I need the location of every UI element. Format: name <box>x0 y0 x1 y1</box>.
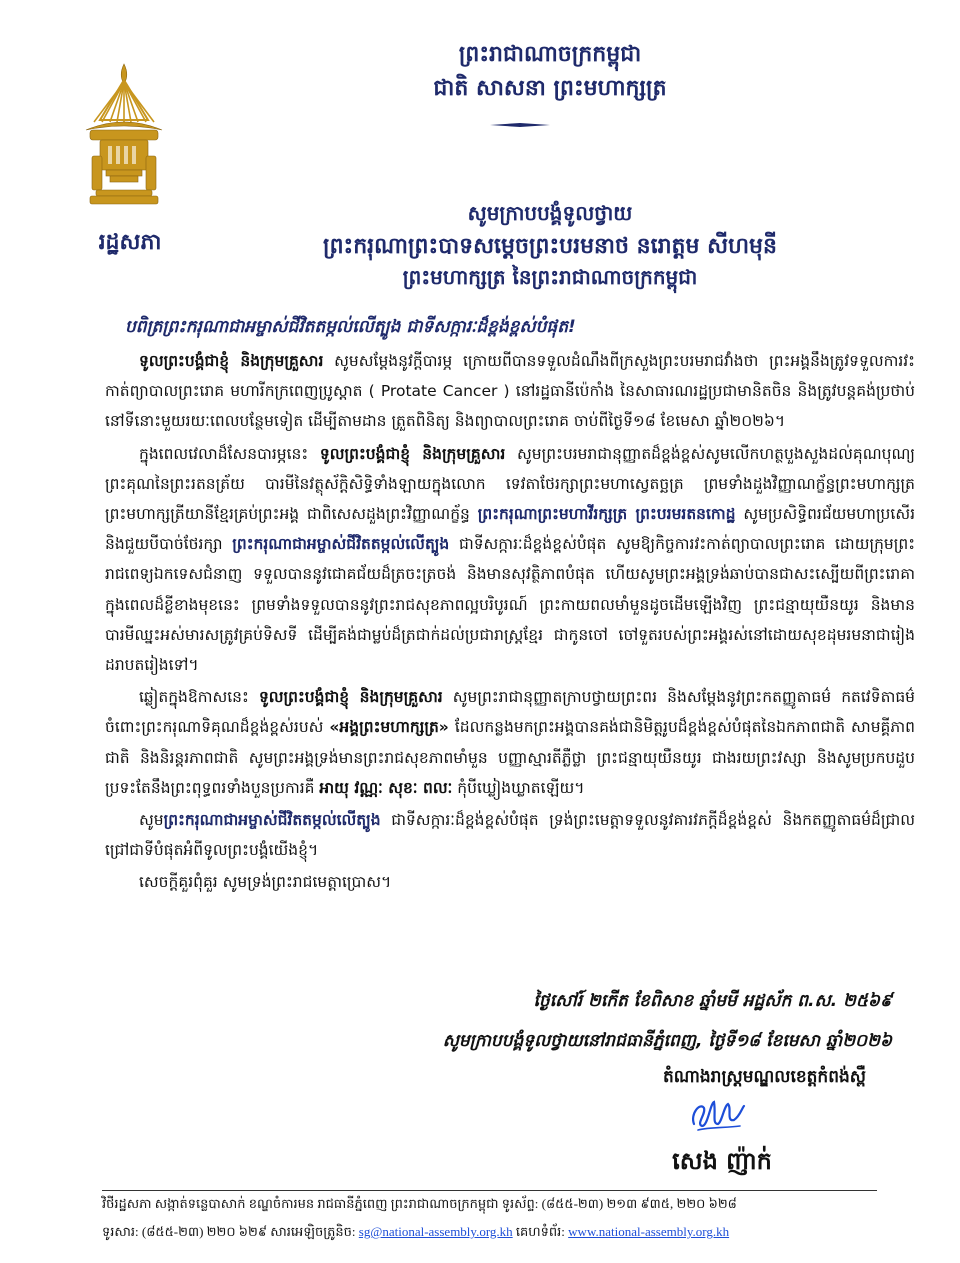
signer-name: សេង ញ៉ាក់ <box>672 1147 772 1175</box>
footer-contact <box>102 1224 882 1243</box>
blessings-phrase: អាយុ វណ្ណៈ សុខៈ ពលៈ <box>319 778 453 797</box>
letter-body <box>105 346 915 900</box>
paragraph-text: សូមព្រះបរមរាជានុញ្ញាតដ៏ខ្ពង់ខ្ពស់សូមលើកហត្ថបួងសួងដល់គុណបុណ្យព្រះគុណនៃព្រះរតនត្រ័យ បារមីនៃវត្ថុស័ក្តិសិទ្ធិទាំងឡាយក្នុងលោក ទេវតាថែរក្សាព្រះមហាស្វេតច្ឆត្រ ព្រមទាំងដួងវិញ្ញាណក្ខ័ន្ធព្រះមហាក្សត្រ ព្រះមហាក្សត្រីយានីខ្មែរគ្រប់ព្រះអង្គ ជាពិសេសដួងព្រះវិញ្ញាណក្ខ័ន្ធ <box>105 444 915 524</box>
ornament-divider <box>490 122 550 128</box>
paragraph-text: ដែលកន្លងមកព្រះអង្គបានគង់ជានិមិត្តរូបដ៏ខ្ពង់ខ្ពស់បំផុតនៃឯកភាពជាតិ សាមគ្គីភាពជាតិ និងនិរន្តរភាពជាតិ សូមព្រះអង្គទ្រង់មានព្រះរាជសុខភាពមាំមួន បញ្ញាស្មារតីភ្លឺថ្លា ព្រះជន្មាយុយឺនយូរ ជាងរយព្រះវស្សា និងសូមប្រកបដួបប្រទះតែនឹងព្រះពុទ្ធពរទាំងបួនប្រការគឺ <box>105 718 915 797</box>
sender-phrase: ទូលព្រះបង្គំជាខ្ញុំ និងក្រុមគ្រួសារ <box>258 688 443 707</box>
lunar-date: ថ្ងៃសៅរ៍ ២កើត ខែពិសាខ ឆ្នាំមមី អដ្ឋស័ក ព.ស. ២៥៦៩ <box>533 991 892 1011</box>
highlight-phrase: ព្រះករុណាព្រះមហាវីរក្សត្រ ព្រះបរមរតនកោដ្ឋ <box>477 505 736 524</box>
signature-icon <box>682 1094 752 1134</box>
footer-divider <box>102 1190 877 1191</box>
highlight-phrase: ព្រះករុណាជាអម្ចាស់ជីវិតតម្កល់លើត្បូង <box>163 811 381 830</box>
paragraph-text: ជាទីសក្ការៈដ៏ខ្ពង់ខ្ពស់បំផុត សូមឱ្យកិច្ចការវះកាត់ព្យាបាលព្រះរោគ ដោយក្រុមព្រះរាជពេទ្យឯកទេសជំនាញ ទទួលបាននូវជោគជ័យដ៏ត្រចះត្រចង់ និងមានសុវត្ថិភាពបំផុត ហើយសូមព្រះអង្គទ្រង់ឆាប់បានជាសះស្បើយពីព្រះរោគា ក្នុងពេលដ៏ខ្លីខាងមុខនេះ ព្រមទាំងទទួលបាននូវព្រះរាជសុខភាពល្អបរិបូរណ៍ ព្រះកាយពលមាំមួនដូចដើមឡើងវិញ ព្រះជន្មាយុយឺនយូរ និងមានបារមីឈ្នះអស់មារសត្រូវគ្រប់ទិសទី ដើម្បីគង់ជាម្លប់ដ៏ត្រជាក់ដល់ប្រជារាស្ត្រខ្មែរ ជាកូនចៅ ចៅទួតរបស់ព្រះអង្គរស់នៅដោយសុខដុមរមនាជារៀងដរាបតរៀងទៅ។ <box>105 535 916 675</box>
paragraph-3 <box>105 682 915 803</box>
signer-office: តំណាងរាស្ត្រមណ្ឌលខេត្តកំពង់ស្ពឺ <box>662 1067 866 1087</box>
salutation-line-1: សូមក្រាបបង្គំទូលថ្វាយ <box>467 201 633 225</box>
paragraph-text: ជាទីសក្ការៈដ៏ខ្ពង់ខ្ពស់បំផុត ទ្រង់ព្រះមេត្តាទទួលនូវគារវភក្តីដ៏ខ្ពង់ខ្ពស់ និងកតញ្ញូតាធម៌ដ៏ជ្រាលជ្រៅជាទីបំផុតអំពីទូលព្រះបង្គំយើងខ្ញុំ។ <box>105 811 915 860</box>
paragraph-5: សេចក្តីគួរពុំគួរ សូមទ្រង់ព្រះរាជមេត្តាប្រោស។ <box>139 873 392 892</box>
paragraph-text: សូមប្រសិទ្ធិពរជ័យមហាប្រសើរនិងជួយបីបាច់ថែរក្សា <box>105 505 915 554</box>
letter-subject: បពិត្រព្រះករុណាជាអម្ចាស់ជីវិតតម្កល់លើត្បូង ជាទីសក្ការៈដ៏ខ្ពង់ខ្ពស់បំផុត! <box>125 317 576 337</box>
paragraph-4 <box>105 805 915 865</box>
paragraph-text: កុំបីឃ្លៀងឃ្លាតឡើយ។ <box>452 778 585 797</box>
highlight-phrase: «អង្គព្រះមហាក្សត្រ» <box>329 718 449 737</box>
footer-fax: ទូរសារ: (៨៥៥-២៣) ២២០ ៦២៩ សារអេឡិចត្រូនិច: <box>102 1224 356 1239</box>
paragraph-text: សូមសម្តែងនូវក្តីបារម្ភ ក្រោយពីបានទទួលដំណឹងពីក្រសួងព្រះបរមរាជវាំងថា ព្រះអង្គនឹងត្រូវទទួលការវះកាត់ព្យាបាលព្រះរោគ មហារីកក្រពេញប្រូស្តាត ( Protate Cancer ) នៅរដ្ឋធានីប៉េកាំង នៃសាធារណរដ្ឋប្រជាមានិតចិន និងត្រូវបន្តគង់ប្រថាប់នៅទីនោះមួយរយៈពេលបន្ថែមទៀត ដើម្បីតាមដាន ត្រួតពិនិត្យ និងព្យាបាលព្រះរោគ ចាប់ពីថ្ងៃទី១៨ ខែមេសា ឆ្នាំ២០២៦។ <box>105 352 915 431</box>
sender-phrase: ទូលព្រះបង្គំជាខ្ញុំ និងក្រុមគ្រួសារ <box>319 444 506 463</box>
paragraph-text: ឆ្លៀតក្នុងឱកាសនេះ <box>139 688 259 707</box>
highlight-phrase: ព្រះករុណាជាអម្ចាស់ជីវិតតម្កល់លើត្បូង <box>232 535 450 554</box>
paragraph-text: សូមព្រះរាជានុញ្ញាតក្រាបថ្វាយព្រះពរ និងសម្តែងនូវព្រះកតញ្ញូតាធម៌ កតវេទិតាធម៌ ចំពោះព្រះករុណាទិគុណដ៏ខ្ពង់ខ្ពស់របស់ <box>105 688 916 737</box>
paragraph-2 <box>105 439 915 681</box>
kingdom-title: ព្រះរាជាណាចក្រកម្ពុជា <box>458 42 642 67</box>
paragraph-1 <box>105 346 915 437</box>
solar-date: សូមក្រាបបង្គំទូលថ្វាយនៅរាជធានីភ្នំពេញ, ថ្ងៃទី១៨ ខែមេសា ឆ្នាំ២០២៦ <box>442 1031 892 1051</box>
salutation-line-2: ព្រះករុណាព្រះបាទសម្តេចព្រះបរមនាថ នរោត្តម សីហមុនី <box>323 234 777 259</box>
salutation-line-3: ព្រះមហាក្សត្រ នៃព្រះរាជាណាចក្រកម្ពុជា <box>402 265 698 289</box>
paragraph-text: សូម <box>139 811 164 830</box>
website-link[interactable]: www.national-assembly.org.kh <box>568 1224 730 1239</box>
national-motto: ជាតិ សាសនា ព្រះមហាក្សត្រ <box>433 76 667 101</box>
email-link[interactable]: sg@national-assembly.org.kh <box>358 1224 513 1239</box>
national-assembly-emblem-icon <box>78 60 170 210</box>
footer-address: វិថីរដ្ឋសភា សង្កាត់ទន្លេបាសាក់ ខណ្ឌចំការមន រាជធានីភ្នំពេញ ព្រះរាជាណាចក្រកម្ពុជា ទូរស័ព្ទ: (៨៥៥-២៣) ២១៣ ៩៣៥, ២២០ ៦២៨ <box>102 1196 737 1211</box>
sender-phrase: ទូលព្រះបង្គំជាខ្ញុំ និងក្រុមគ្រួសារ <box>139 352 324 370</box>
website-label: គេហទំព័រ: <box>515 1224 565 1239</box>
assembly-name: រដ្ឋសភា <box>98 230 162 255</box>
paragraph-text: ក្នុងពេលវេលាដ៏សែនបារម្ភនេះ <box>139 444 320 463</box>
